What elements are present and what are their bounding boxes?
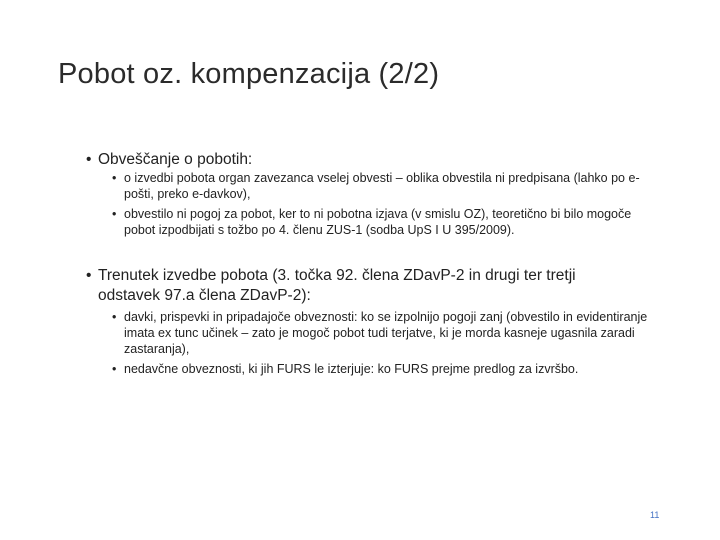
list-item-text: davki, prispevki in pripadajoče obveznosti: ko se izpolnijo pogoji zanj (obvestilo in evidentiranje imata ex tunc učinek – zato je mogoč pobot tudi terjatve, ki je morda kasneje ugasnila zaradi zastaranja),: [124, 310, 648, 356]
bullet-icon: •: [112, 310, 117, 324]
list-item-text: obvestilo ni pogoj za pobot, ker to ni pobotna izjava (v smislu OZ), teoretično bi bilo mogoče pobot izpodbijati s tožbo po 4. členu ZUS-1 (sodba UpS I U 395/2009).: [124, 207, 632, 237]
bullet-icon: •: [86, 151, 92, 168]
section-heading-text: Obveščanje o pobotih:: [98, 151, 253, 168]
bullet-icon: •: [112, 362, 117, 376]
list-item: [112, 309, 660, 357]
page-number: 11: [650, 510, 660, 520]
list-item: [112, 206, 660, 238]
bullet-icon: •: [86, 267, 92, 284]
section-heading-timing: [86, 266, 634, 306]
section-heading-text: Trenutek izvedbe pobota (3. točka 92. člena ZDavP-2 in drugi ter tretji odstavek 97.a člena ZDavP-2):: [98, 267, 576, 304]
bullet-icon: •: [112, 171, 117, 185]
section-heading-notification: [86, 150, 646, 170]
bullet-icon: •: [112, 207, 117, 221]
list-item-text: o izvedbi pobota organ zavezanca vselej obvesti – oblika obvestila ni predpisana (lahko po e-pošti, preko e-davkov),: [124, 171, 640, 201]
list-item: [112, 361, 660, 377]
list-item: [112, 170, 660, 202]
list-item-text: nedavčne obveznosti, ki jih FURS le izterjuje: ko FURS prejme predlog za izvršbo.: [124, 362, 579, 376]
slide-title: Pobot oz. kompenzacija (2/2): [58, 58, 440, 90]
